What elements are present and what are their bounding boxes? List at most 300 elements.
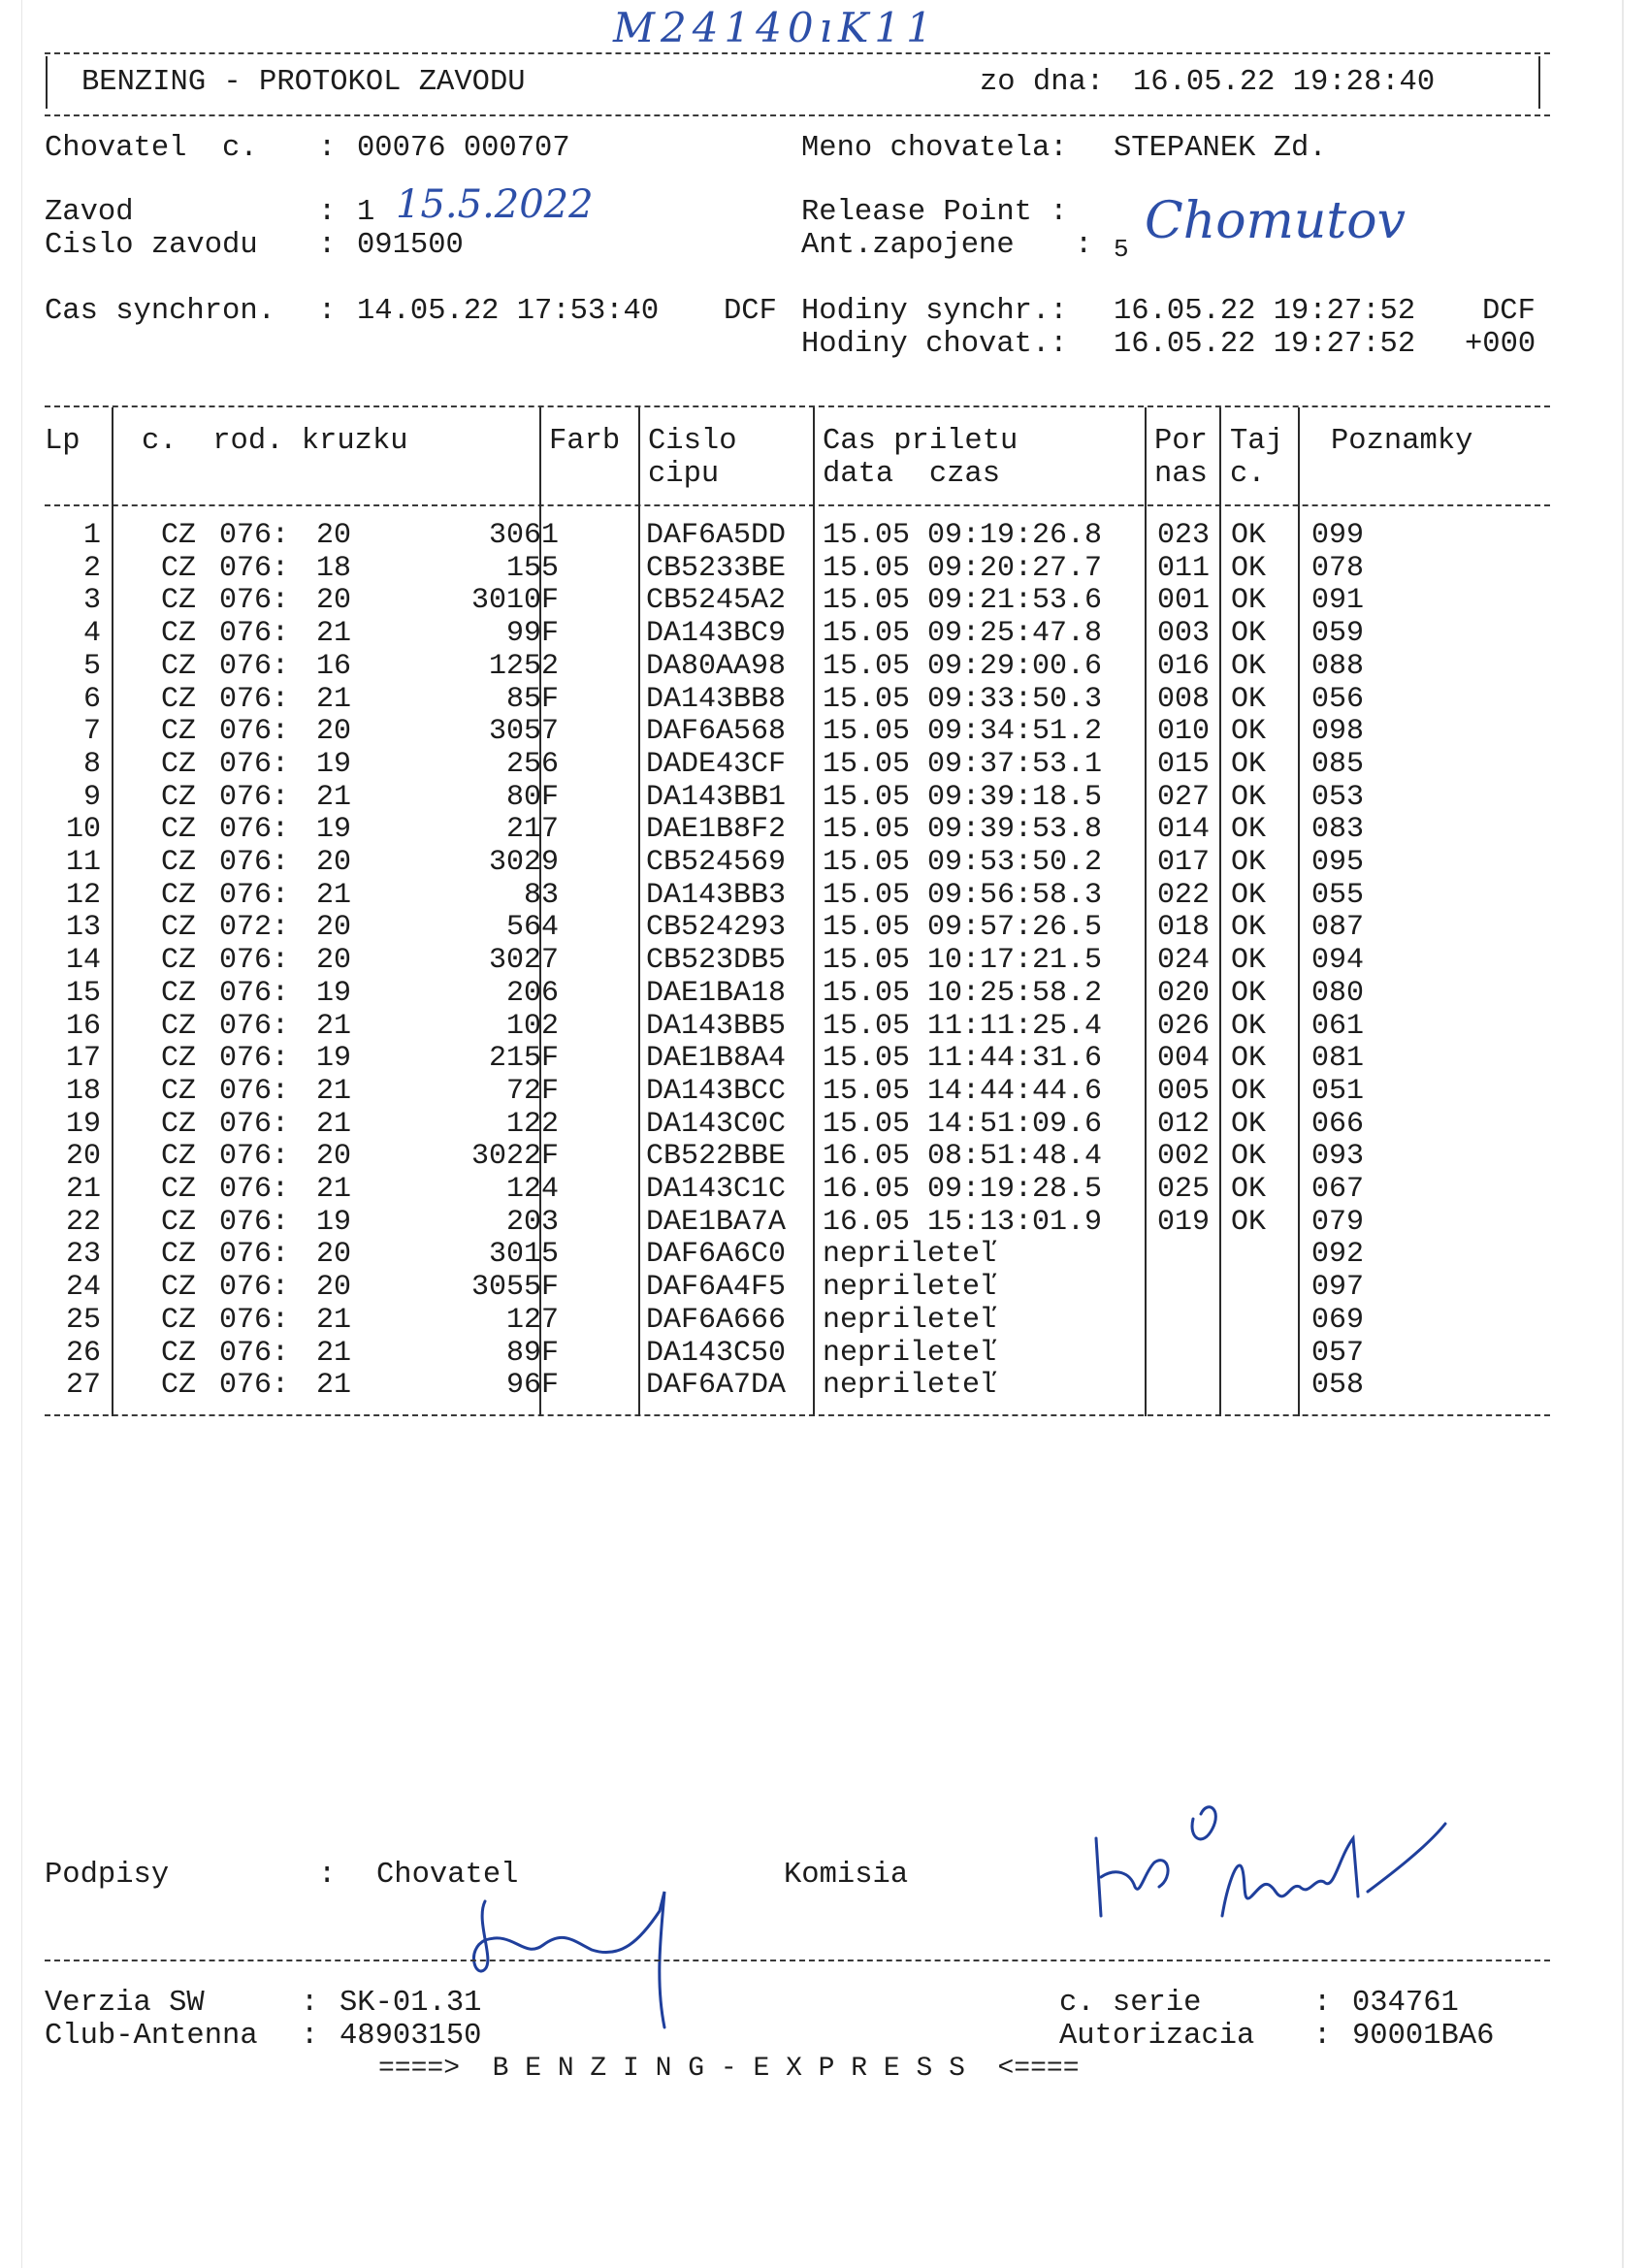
hod-synchr-label: Hodiny synchr.:	[801, 295, 1068, 328]
cas-value: 14.05.22 17:53:40	[357, 295, 660, 328]
row-ring-number: 215F	[488, 1042, 559, 1076]
row-ring-number: 122	[505, 1107, 559, 1141]
row-nat-code: 076:	[219, 780, 290, 814]
row-chip-id: DAF6A568	[646, 715, 787, 749]
row-note: 095	[1311, 846, 1365, 879]
row-note: 088	[1311, 649, 1365, 683]
row-lp: 2	[82, 551, 101, 585]
col-header-por-2: nas	[1154, 458, 1208, 491]
autor-value: 90001BA6	[1352, 2020, 1495, 2053]
row-chip-id: DAE1B8A4	[646, 1042, 787, 1076]
col-header-poznamky: Poznamky	[1331, 425, 1473, 458]
row-secret-check: OK	[1231, 584, 1267, 618]
row-secret-check: OK	[1231, 944, 1267, 978]
row-nat-code: 076:	[219, 1205, 290, 1239]
row-note: 092	[1311, 1238, 1365, 1272]
row-country: CZ	[161, 1074, 197, 1108]
row-lp: 8	[82, 747, 101, 781]
row-year: 20	[316, 1271, 352, 1305]
row-note: 051	[1311, 1074, 1365, 1108]
row-arrival-time: 15.05 09:39:18.5	[823, 780, 1103, 814]
row-nat-code: 076:	[219, 519, 290, 552]
row-note: 080	[1311, 976, 1365, 1010]
row-secret-check: OK	[1231, 1205, 1267, 1239]
row-note: 085	[1311, 747, 1365, 781]
row-note: 093	[1311, 1140, 1365, 1174]
row-secret-check: OK	[1231, 813, 1267, 847]
row-arrival-time: 15.05 09:39:53.8	[823, 813, 1103, 847]
col-header-chip-2: cipu	[648, 458, 720, 491]
row-nat-code: 076:	[219, 878, 290, 912]
row-country: CZ	[161, 1205, 197, 1239]
komisia-label: Komisia	[784, 1859, 909, 1892]
row-country: CZ	[161, 1009, 197, 1043]
row-arrival-time: 15.05 10:25:58.2	[823, 976, 1103, 1010]
row-ring-number: 3029	[488, 846, 559, 879]
row-chip-id: DAF6A6C0	[646, 1238, 787, 1272]
row-ring-number: 85F	[505, 682, 559, 716]
row-country: CZ	[161, 1173, 197, 1206]
row-lp: 7	[82, 715, 101, 749]
row-order: 008	[1157, 682, 1211, 716]
row-year: 20	[316, 715, 352, 749]
row-chip-id: DAE1B8F2	[646, 813, 787, 847]
row-nat-code: 076:	[219, 747, 290, 781]
row-ring-number: 1252	[488, 649, 559, 683]
hod-chovat-value: 16.05.22 19:27:52	[1114, 328, 1416, 361]
row-year: 21	[316, 1173, 352, 1206]
row-year: 19	[316, 747, 352, 781]
row-secret-check: OK	[1231, 1107, 1267, 1141]
row-chip-id: DAF6A4F5	[646, 1271, 787, 1305]
row-ring-number: 3057	[488, 715, 559, 749]
row-lp: 1	[82, 519, 101, 552]
row-lp: 22	[65, 1205, 101, 1239]
col-header-cas-1: Cas priletu	[823, 425, 1018, 458]
row-lp: 10	[65, 813, 101, 847]
row-order: 014	[1157, 813, 1211, 847]
row-lp: 17	[65, 1042, 101, 1076]
row-lp: 6	[82, 682, 101, 716]
row-note: 067	[1311, 1173, 1365, 1206]
row-order: 020	[1157, 976, 1211, 1010]
row-lp: 23	[65, 1238, 101, 1272]
row-country: CZ	[161, 1107, 197, 1141]
row-ring-number: 99F	[505, 617, 559, 651]
row-year: 21	[316, 1336, 352, 1370]
table-row	[45, 683, 1550, 716]
table-row	[45, 1304, 1550, 1337]
row-secret-check: OK	[1231, 976, 1267, 1010]
row-year: 21	[316, 878, 352, 912]
handwritten-top-note: M24140ıK11	[613, 4, 938, 51]
row-country: CZ	[161, 1303, 197, 1337]
colon: :	[1075, 229, 1093, 262]
row-arrival-time: neprileteľ	[823, 1369, 998, 1403]
serie-label: c. serie	[1059, 1987, 1202, 2020]
chovatel-signature-label: Chovatel	[376, 1859, 519, 1892]
table-row	[45, 846, 1550, 879]
row-chip-id: DA143BB3	[646, 878, 787, 912]
row-order: 024	[1157, 944, 1211, 978]
row-note: 087	[1311, 911, 1365, 945]
row-nat-code: 076:	[219, 846, 290, 879]
row-nat-code: 076:	[219, 1042, 290, 1076]
row-nat-code: 076:	[219, 1107, 290, 1141]
table-row	[45, 1010, 1550, 1043]
row-nat-code: 076:	[219, 1074, 290, 1108]
row-nat-code: 076:	[219, 813, 290, 847]
row-order: 019	[1157, 1205, 1211, 1239]
row-ring-number: 89F	[505, 1336, 559, 1370]
row-chip-id: CB524293	[646, 911, 787, 945]
row-year: 21	[316, 1009, 352, 1043]
chovatel-label: Chovatel c.	[45, 132, 258, 165]
col-header-taj-2: c.	[1230, 458, 1266, 491]
komisia-signature	[1077, 1799, 1465, 1955]
row-order: 001	[1157, 584, 1211, 618]
row-lp: 3	[82, 584, 101, 618]
row-note: 053	[1311, 780, 1365, 814]
row-country: CZ	[161, 519, 197, 552]
benzing-express-banner: ====> B E N Z I N G - E X P R E S S <====	[378, 2054, 1080, 2084]
row-arrival-time: 15.05 09:56:58.3	[823, 878, 1103, 912]
row-chip-id: DA143C1C	[646, 1173, 787, 1206]
row-order: 027	[1157, 780, 1211, 814]
row-chip-id: DA143C0C	[646, 1107, 787, 1141]
row-secret-check: OK	[1231, 551, 1267, 585]
table-row	[45, 944, 1550, 977]
row-secret-check: OK	[1231, 519, 1267, 552]
row-order: 026	[1157, 1009, 1211, 1043]
handwritten-zavod-date: 15.5.2022	[396, 182, 594, 227]
row-year: 21	[316, 1074, 352, 1108]
row-country: CZ	[161, 715, 197, 749]
row-arrival-time: 16.05 08:51:48.4	[823, 1140, 1103, 1174]
row-chip-id: CB522BBE	[646, 1140, 787, 1174]
table-row	[45, 1042, 1550, 1075]
row-order: 004	[1157, 1042, 1211, 1076]
row-lp: 27	[65, 1369, 101, 1403]
ant-value: 5	[1114, 235, 1129, 264]
row-chip-id: DA80AA98	[646, 649, 787, 683]
row-secret-check: OK	[1231, 747, 1267, 781]
row-country: CZ	[161, 911, 197, 945]
row-country: CZ	[161, 1336, 197, 1370]
row-nat-code: 076:	[219, 944, 290, 978]
row-note: 078	[1311, 551, 1365, 585]
row-nat-code: 076:	[219, 1009, 290, 1043]
col-header-farb: Farb	[549, 425, 621, 458]
row-year: 21	[316, 617, 352, 651]
header-rule-bottom	[45, 114, 1550, 116]
table-row	[45, 1173, 1550, 1206]
hod-synchr-value: 16.05.22 19:27:52	[1114, 295, 1416, 328]
row-country: CZ	[161, 944, 197, 978]
row-ring-number: 3055F	[470, 1271, 559, 1305]
colon: :	[318, 295, 337, 328]
row-arrival-time: 15.05 14:44:44.6	[823, 1074, 1103, 1108]
scan-edge-right	[1622, 0, 1624, 2268]
release-label: Release Point :	[801, 196, 1068, 229]
table-row	[45, 519, 1550, 552]
report-date-value: 16.05.22 19:28:40	[1133, 66, 1436, 99]
row-order: 018	[1157, 911, 1211, 945]
row-lp: 24	[65, 1271, 101, 1305]
row-arrival-time: neprileteľ	[823, 1303, 998, 1337]
row-secret-check: OK	[1231, 846, 1267, 879]
colon: :	[301, 1987, 319, 2020]
row-year: 18	[316, 551, 352, 585]
row-order: 002	[1157, 1140, 1211, 1174]
row-ring-number: 124	[505, 1173, 559, 1206]
table-rule-bottom	[45, 1414, 1550, 1416]
row-secret-check: OK	[1231, 911, 1267, 945]
col-header-ring: c. rod. kruzku	[142, 425, 408, 458]
col-header-taj-1: Taj	[1230, 425, 1283, 458]
row-year: 19	[316, 1042, 352, 1076]
row-country: CZ	[161, 846, 197, 879]
hod-chovat-offset: +000	[1465, 328, 1536, 361]
row-secret-check: OK	[1231, 1042, 1267, 1076]
report-date-label: zo dna:	[980, 66, 1105, 99]
scan-edge-left	[21, 0, 22, 2268]
row-order: 023	[1157, 519, 1211, 552]
zavod-value: 1	[357, 196, 375, 229]
meno-label: Meno chovatela:	[801, 132, 1068, 165]
row-note: 079	[1311, 1205, 1365, 1239]
row-note: 098	[1311, 715, 1365, 749]
row-chip-id: DAE1BA18	[646, 976, 787, 1010]
row-year: 21	[316, 780, 352, 814]
row-order: 017	[1157, 846, 1211, 879]
row-note: 081	[1311, 1042, 1365, 1076]
row-chip-id: DA143BB5	[646, 1009, 787, 1043]
meno-value: STEPANEK Zd.	[1114, 132, 1327, 165]
report-title: BENZING - PROTOKOL ZAVODU	[81, 66, 526, 99]
row-year: 21	[316, 1303, 352, 1337]
table-row	[45, 715, 1550, 748]
row-order: 011	[1157, 551, 1211, 585]
row-lp: 14	[65, 944, 101, 978]
row-arrival-time: 16.05 09:19:28.5	[823, 1173, 1103, 1206]
row-ring-number: 102	[505, 1009, 559, 1043]
row-country: CZ	[161, 1042, 197, 1076]
row-country: CZ	[161, 813, 197, 847]
row-order: 015	[1157, 747, 1211, 781]
row-secret-check: OK	[1231, 715, 1267, 749]
cislo-value: 091500	[357, 229, 464, 262]
row-note: 057	[1311, 1336, 1365, 1370]
row-note: 055	[1311, 878, 1365, 912]
row-year: 20	[316, 519, 352, 552]
colon: :	[318, 1859, 337, 1892]
row-year: 20	[316, 944, 352, 978]
row-arrival-time: neprileteľ	[823, 1238, 998, 1272]
row-arrival-time: neprileteľ	[823, 1271, 998, 1305]
row-lp: 19	[65, 1107, 101, 1141]
row-chip-id: CB5233BE	[646, 551, 787, 585]
row-nat-code: 076:	[219, 1336, 290, 1370]
table-row	[45, 617, 1550, 650]
row-ring-number: 217	[505, 813, 559, 847]
row-note: 059	[1311, 617, 1365, 651]
ant-label: Ant.zapojene	[801, 229, 1015, 262]
row-ring-number: 80F	[505, 780, 559, 814]
row-chip-id: DA143C50	[646, 1336, 787, 1370]
row-note: 099	[1311, 519, 1365, 552]
zavod-label: Zavod	[45, 196, 134, 229]
colon: :	[318, 196, 337, 229]
row-chip-id: DA143BB8	[646, 682, 787, 716]
row-lp: 5	[82, 649, 101, 683]
row-ring-number: 83	[523, 878, 559, 912]
podpisy-label: Podpisy	[45, 1859, 170, 1892]
row-lp: 18	[65, 1074, 101, 1108]
row-country: CZ	[161, 1271, 197, 1305]
cas-source: DCF	[724, 295, 777, 328]
table-row	[45, 748, 1550, 781]
row-nat-code: 076:	[219, 1173, 290, 1206]
colon: :	[318, 132, 337, 165]
row-chip-id: DAF6A7DA	[646, 1369, 787, 1403]
row-year: 19	[316, 813, 352, 847]
table-rule-header	[45, 504, 1550, 506]
row-nat-code: 076:	[219, 1303, 290, 1337]
table-row	[45, 911, 1550, 944]
row-year: 20	[316, 1140, 352, 1174]
row-arrival-time: 15.05 11:11:25.4	[823, 1009, 1103, 1043]
row-chip-id: DAF6A5DD	[646, 519, 787, 552]
row-year: 21	[316, 682, 352, 716]
club-value: 48903150	[340, 2020, 482, 2053]
row-year: 20	[316, 846, 352, 879]
row-arrival-time: 15.05 09:21:53.6	[823, 584, 1103, 618]
row-arrival-time: 15.05 10:17:21.5	[823, 944, 1103, 978]
footer-rule	[45, 1960, 1550, 1961]
row-lp: 21	[65, 1173, 101, 1206]
row-note: 091	[1311, 584, 1365, 618]
row-secret-check: OK	[1231, 649, 1267, 683]
row-order: 025	[1157, 1173, 1211, 1206]
row-secret-check: OK	[1231, 1009, 1267, 1043]
row-note: 066	[1311, 1107, 1365, 1141]
row-arrival-time: 15.05 14:51:09.6	[823, 1107, 1103, 1141]
row-chip-id: CB523DB5	[646, 944, 787, 978]
row-year: 20	[316, 584, 352, 618]
row-ring-number: 3015	[488, 1238, 559, 1272]
row-arrival-time: 15.05 09:34:51.2	[823, 715, 1103, 749]
table-row	[45, 977, 1550, 1010]
serie-value: 034761	[1352, 1987, 1459, 2020]
row-chip-id: CB5245A2	[646, 584, 787, 618]
header-border-left	[46, 56, 48, 109]
row-lp: 11	[65, 846, 101, 879]
colon: :	[318, 229, 337, 262]
table-row	[45, 879, 1550, 912]
row-secret-check: OK	[1231, 682, 1267, 716]
row-country: CZ	[161, 649, 197, 683]
row-chip-id: DA143BB1	[646, 780, 787, 814]
row-country: CZ	[161, 682, 197, 716]
row-year: 21	[316, 1369, 352, 1403]
row-country: CZ	[161, 976, 197, 1010]
row-nat-code: 076:	[219, 551, 290, 585]
header-border-right	[1538, 56, 1540, 109]
row-order: 005	[1157, 1074, 1211, 1108]
row-ring-number: 72F	[505, 1074, 559, 1108]
table-rule-top	[45, 405, 1550, 407]
col-header-chip-1: Cislo	[648, 425, 737, 458]
verzia-label: Verzia SW	[45, 1987, 205, 2020]
row-year: 16	[316, 649, 352, 683]
row-secret-check: OK	[1231, 1173, 1267, 1206]
row-order: 012	[1157, 1107, 1211, 1141]
row-nat-code: 076:	[219, 584, 290, 618]
row-secret-check: OK	[1231, 878, 1267, 912]
table-row	[45, 552, 1550, 585]
row-ring-number: 155	[505, 551, 559, 585]
row-note: 061	[1311, 1009, 1365, 1043]
row-arrival-time: 15.05 09:19:26.8	[823, 519, 1103, 552]
row-nat-code: 076:	[219, 976, 290, 1010]
cas-label: Cas synchron.	[45, 295, 275, 328]
row-country: CZ	[161, 1369, 197, 1403]
row-lp: 12	[65, 878, 101, 912]
chovatel-signature	[456, 1843, 708, 2037]
row-year: 21	[316, 1107, 352, 1141]
table-row	[45, 781, 1550, 814]
row-arrival-time: 15.05 09:25:47.8	[823, 617, 1103, 651]
row-note: 083	[1311, 813, 1365, 847]
row-ring-number: 3010F	[470, 584, 559, 618]
row-country: CZ	[161, 584, 197, 618]
colon: :	[301, 2020, 319, 2053]
row-ring-number: 206	[505, 976, 559, 1010]
row-arrival-time: 15.05 09:20:27.7	[823, 551, 1103, 585]
col-header-cas-2: data czas	[823, 458, 1001, 491]
row-arrival-time: 15.05 09:57:26.5	[823, 911, 1103, 945]
table-row	[45, 1140, 1550, 1173]
hod-synchr-source: DCF	[1482, 295, 1536, 328]
row-ring-number: 96F	[505, 1369, 559, 1403]
row-country: CZ	[161, 1140, 197, 1174]
row-secret-check: OK	[1231, 780, 1267, 814]
handwritten-release-point: Chomutov	[1145, 192, 1406, 250]
row-year: 20	[316, 911, 352, 945]
row-note: 058	[1311, 1369, 1365, 1403]
row-country: CZ	[161, 747, 197, 781]
row-nat-code: 076:	[219, 1369, 290, 1403]
row-lp: 13	[65, 911, 101, 945]
header-rule-top	[45, 52, 1550, 54]
row-lp: 15	[65, 976, 101, 1010]
row-nat-code: 072:	[219, 911, 290, 945]
row-ring-number: 3027	[488, 944, 559, 978]
row-order: 003	[1157, 617, 1211, 651]
row-arrival-time: neprileteľ	[823, 1336, 998, 1370]
row-note: 097	[1311, 1271, 1365, 1305]
table-row	[45, 1271, 1550, 1304]
row-lp: 16	[65, 1009, 101, 1043]
table-row	[45, 813, 1550, 846]
row-lp: 9	[82, 780, 101, 814]
table-row	[45, 1238, 1550, 1271]
row-chip-id: DAE1BA7A	[646, 1205, 787, 1239]
row-nat-code: 076:	[219, 715, 290, 749]
col-header-por-1: Por	[1154, 425, 1208, 458]
row-arrival-time: 15.05 09:33:50.3	[823, 682, 1103, 716]
